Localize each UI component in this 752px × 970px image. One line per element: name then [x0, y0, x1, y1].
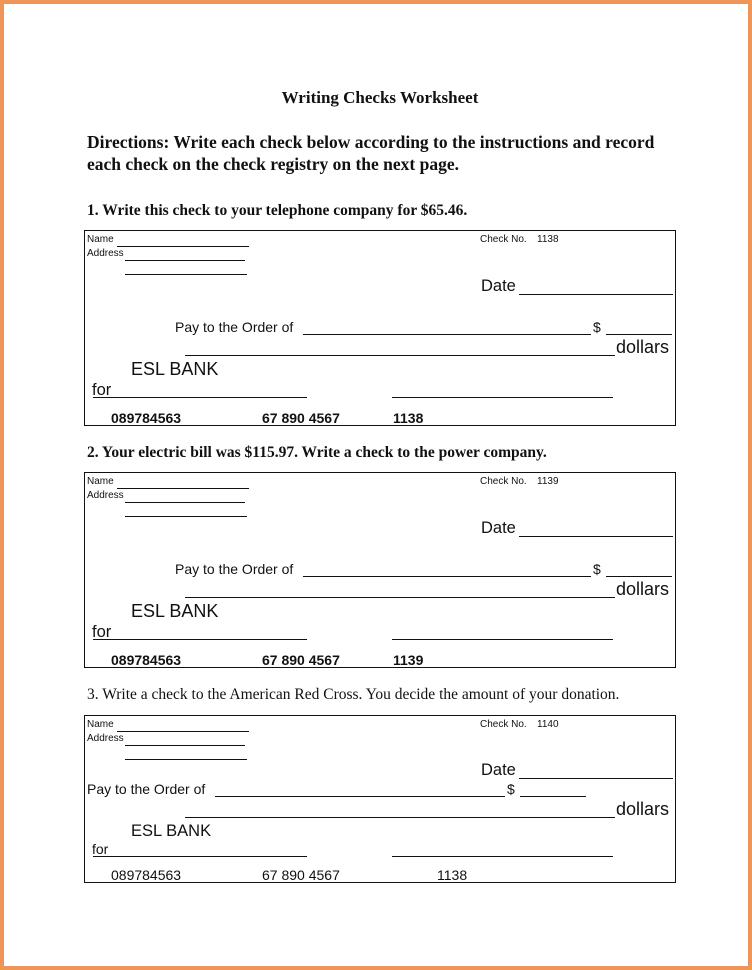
- instruction-3: 3. Write a check to the American Red Cross. You decide the amount of your donation.: [87, 686, 620, 703]
- address-line-1[interactable]: [125, 260, 245, 261]
- name-label: Name: [87, 476, 114, 487]
- signature-line[interactable]: [392, 397, 613, 398]
- pay-to-label: Pay to the Order of: [175, 319, 294, 335]
- directions-text: Directions: Write each check below according to the instructions and record each check on the check registry on the next page.: [87, 132, 655, 174]
- name-line[interactable]: [117, 246, 249, 247]
- signature-line[interactable]: [392, 639, 613, 640]
- date-line[interactable]: [519, 536, 673, 537]
- check-number: 1139: [537, 476, 559, 487]
- memo-line[interactable]: [93, 856, 307, 857]
- memo-line[interactable]: [93, 639, 307, 640]
- routing-number: 089784563: [111, 867, 182, 883]
- bank-name: ESL BANK: [131, 601, 219, 621]
- check-number: 1140: [537, 719, 559, 730]
- address-label: Address: [87, 490, 124, 501]
- check-1: [84, 230, 676, 426]
- page-title: Writing Checks Worksheet: [281, 88, 479, 107]
- instruction-1: 1. Write this check to your telephone company for $65.46.: [87, 202, 468, 219]
- date-line[interactable]: [519, 778, 673, 779]
- amount-line[interactable]: [606, 334, 672, 335]
- address-line-2[interactable]: [125, 274, 247, 275]
- check-3: [84, 715, 676, 883]
- address-line-1[interactable]: [125, 502, 245, 503]
- check-2: [84, 472, 676, 668]
- address-label: Address: [87, 248, 124, 259]
- payee-line[interactable]: [215, 796, 505, 797]
- micr-check-number: 1139: [393, 652, 424, 668]
- amount-words-line[interactable]: [185, 597, 615, 598]
- account-number: 67 890 4567: [262, 652, 340, 668]
- payee-line[interactable]: [303, 576, 591, 577]
- memo-label: for: [92, 841, 109, 857]
- check-no-label: Check No.: [480, 234, 527, 245]
- pay-to-label: Pay to the Order of: [175, 561, 294, 577]
- bank-name: ESL BANK: [131, 822, 212, 840]
- address-line-2[interactable]: [125, 759, 247, 760]
- check-no-label: Check No.: [480, 476, 527, 487]
- micr-check-number: 1138: [437, 867, 468, 883]
- dollar-sign: $: [593, 319, 601, 335]
- memo-label: for: [92, 381, 112, 399]
- routing-number: 089784563: [111, 652, 182, 668]
- date-line[interactable]: [519, 294, 673, 295]
- amount-line[interactable]: [520, 796, 586, 797]
- pay-to-label: Pay to the Order of: [87, 781, 206, 797]
- memo-label: for: [92, 623, 112, 641]
- date-label: Date: [481, 277, 516, 295]
- payee-line[interactable]: [303, 334, 591, 335]
- dollars-label: dollars: [616, 799, 670, 819]
- amount-words-line[interactable]: [185, 817, 615, 818]
- amount-line[interactable]: [606, 576, 672, 577]
- address-label: Address: [87, 733, 124, 744]
- date-label: Date: [481, 761, 516, 779]
- dollar-sign: $: [507, 781, 515, 797]
- dollars-label: dollars: [616, 579, 670, 599]
- name-line[interactable]: [117, 731, 249, 732]
- dollars-label: dollars: [616, 337, 670, 357]
- instruction-2: 2. Your electric bill was $115.97. Write a check to the power company.: [87, 444, 547, 461]
- name-line[interactable]: [117, 488, 249, 489]
- account-number: 67 890 4567: [262, 410, 340, 426]
- name-label: Name: [87, 719, 114, 730]
- address-line-1[interactable]: [125, 745, 245, 746]
- check-no-label: Check No.: [480, 719, 527, 730]
- micr-check-number: 1138: [393, 410, 424, 426]
- memo-line[interactable]: [93, 397, 307, 398]
- dollar-sign: $: [593, 561, 601, 577]
- bank-name: ESL BANK: [131, 359, 219, 379]
- date-label: Date: [481, 519, 516, 537]
- name-label: Name: [87, 234, 114, 245]
- signature-line[interactable]: [392, 856, 613, 857]
- check-number: 1138: [537, 234, 559, 245]
- account-number: 67 890 4567: [262, 867, 340, 883]
- address-line-2[interactable]: [125, 516, 247, 517]
- routing-number: 089784563: [111, 410, 182, 426]
- amount-words-line[interactable]: [185, 355, 615, 356]
